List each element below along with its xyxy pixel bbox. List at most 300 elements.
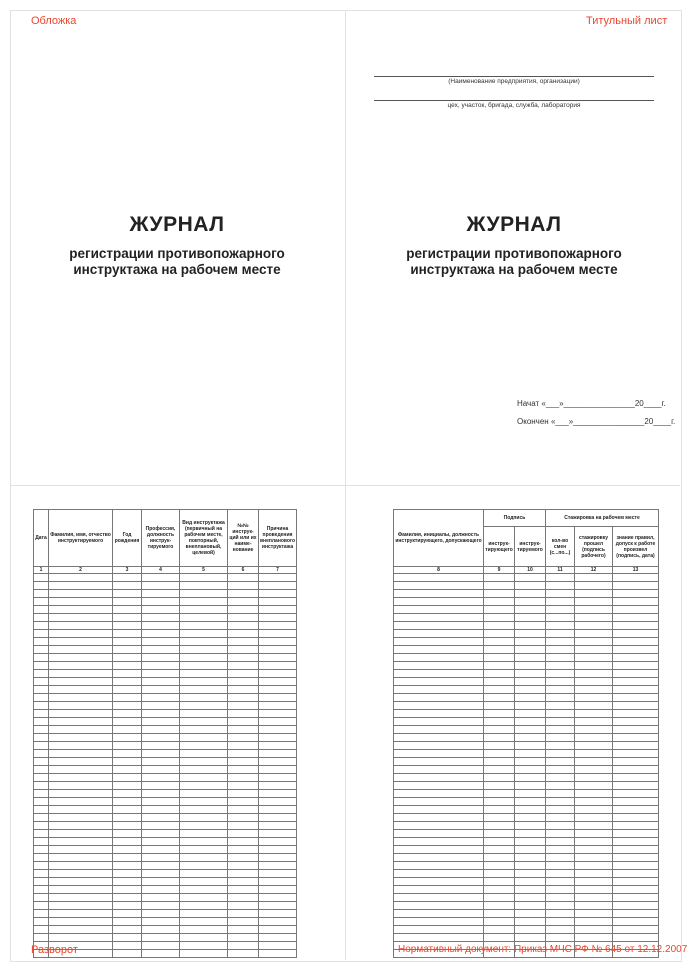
table-row: [394, 902, 659, 910]
table-cell: [546, 822, 575, 830]
table-cell: [394, 638, 484, 646]
table-row: [34, 766, 297, 774]
table-cell: [49, 806, 113, 814]
table-cell: [394, 886, 484, 894]
table-cell: [394, 662, 484, 670]
table-cell: [484, 934, 515, 942]
table-cell: [228, 806, 259, 814]
table-cell: [113, 822, 142, 830]
table-cell: [394, 606, 484, 614]
table-cell: [180, 934, 228, 942]
table-cell: [113, 918, 142, 926]
table-cell: [180, 838, 228, 846]
table-cell: [515, 686, 546, 694]
table-cell: [575, 918, 613, 926]
table-cell: [49, 646, 113, 654]
table-cell: [34, 854, 49, 862]
table-cell: [259, 686, 297, 694]
table-row: [394, 582, 659, 590]
table-cell: [546, 718, 575, 726]
table-row: [34, 926, 297, 934]
table-cell: [394, 806, 484, 814]
finished-date: Окончен «___»________________20____г.: [517, 417, 676, 426]
table-row: [34, 590, 297, 598]
table-cell: [49, 582, 113, 590]
table-cell: [394, 678, 484, 686]
table-cell: [113, 782, 142, 790]
table-cell: [546, 638, 575, 646]
table-cell: [546, 934, 575, 942]
table-cell: [49, 910, 113, 918]
table-cell: [613, 790, 659, 798]
table-cell: [259, 910, 297, 918]
table-cell: [34, 790, 49, 798]
table-cell: [575, 878, 613, 886]
dept-line: [374, 100, 654, 101]
table-cell: [515, 758, 546, 766]
table-cell: [394, 646, 484, 654]
table-cell: [180, 678, 228, 686]
table-row: [394, 822, 659, 830]
table-cell: [394, 798, 484, 806]
table-cell: [180, 654, 228, 662]
table-cell: [613, 782, 659, 790]
table-cell: [180, 686, 228, 694]
table-cell: [575, 846, 613, 854]
table-cell: [515, 718, 546, 726]
table-cell: [180, 894, 228, 902]
col-number: 13: [613, 567, 659, 574]
table-row: [394, 678, 659, 686]
table-cell: [228, 670, 259, 678]
title-page-label: Титульный лист: [586, 15, 668, 27]
table-cell: [228, 726, 259, 734]
table-cell: [180, 646, 228, 654]
table-cell: [34, 694, 49, 702]
table-cell: [113, 686, 142, 694]
table-cell: [142, 694, 180, 702]
table-cell: [546, 590, 575, 598]
table-cell: [228, 702, 259, 710]
table-row: [34, 910, 297, 918]
table-cell: [49, 758, 113, 766]
table-cell: [575, 910, 613, 918]
table-row: [394, 742, 659, 750]
table-row: [34, 582, 297, 590]
table-cell: [484, 822, 515, 830]
table-cell: [49, 686, 113, 694]
table-cell: [575, 614, 613, 622]
table-cell: [49, 734, 113, 742]
table-cell: [113, 606, 142, 614]
table-cell: [515, 806, 546, 814]
table-cell: [613, 622, 659, 630]
table-cell: [142, 902, 180, 910]
table-cell: [228, 710, 259, 718]
table-row: [34, 638, 297, 646]
table-cell: [34, 846, 49, 854]
table-cell: [515, 670, 546, 678]
table-cell: [613, 670, 659, 678]
title-page-subtitle-2: инструктажа на рабочем месте: [410, 262, 618, 277]
table-cell: [142, 718, 180, 726]
table-row: [34, 694, 297, 702]
table-cell: [484, 878, 515, 886]
table-cell: [394, 670, 484, 678]
table-cell: [228, 590, 259, 598]
table-cell: [142, 886, 180, 894]
table-row: [34, 606, 297, 614]
table-cell: [484, 582, 515, 590]
table-cell: [575, 726, 613, 734]
table-cell: [484, 726, 515, 734]
table-cell: [259, 622, 297, 630]
table-row: [34, 822, 297, 830]
table-cell: [142, 926, 180, 934]
table-cell: [34, 686, 49, 694]
left-header-row: [34, 510, 297, 567]
table-cell: [142, 598, 180, 606]
table-cell: [546, 926, 575, 934]
header-sign-instructed: инструк-тируемого: [515, 527, 546, 567]
table-cell: [613, 750, 659, 758]
table-cell: [394, 598, 484, 606]
table-cell: [34, 742, 49, 750]
table-cell: [113, 574, 142, 582]
table-cell: [113, 854, 142, 862]
table-cell: [180, 886, 228, 894]
table-cell: [613, 646, 659, 654]
table-cell: [484, 846, 515, 854]
table-row: [34, 878, 297, 886]
title-page-subtitle-1: регистрации противопожарного: [406, 246, 622, 261]
table-cell: [49, 814, 113, 822]
table-cell: [259, 606, 297, 614]
table-cell: [259, 798, 297, 806]
table-cell: [484, 862, 515, 870]
table-row: [34, 726, 297, 734]
table-cell: [575, 774, 613, 782]
table-cell: [484, 622, 515, 630]
table-cell: [228, 782, 259, 790]
table-cell: [34, 886, 49, 894]
table-cell: [259, 886, 297, 894]
table-cell: [575, 894, 613, 902]
table-cell: [142, 950, 180, 958]
table-cell: [613, 686, 659, 694]
table-cell: [484, 854, 515, 862]
table-row: [394, 638, 659, 646]
table-cell: [180, 854, 228, 862]
table-cell: [180, 718, 228, 726]
table-cell: [575, 638, 613, 646]
table-cell: [142, 766, 180, 774]
table-cell: [394, 582, 484, 590]
table-cell: [49, 630, 113, 638]
table-cell: [259, 734, 297, 742]
table-cell: [259, 718, 297, 726]
table-cell: [259, 598, 297, 606]
table-cell: [613, 758, 659, 766]
table-cell: [259, 630, 297, 638]
table-cell: [515, 726, 546, 734]
table-cell: [49, 878, 113, 886]
table-cell: [228, 582, 259, 590]
table-cell: [142, 910, 180, 918]
table-cell: [180, 630, 228, 638]
table-cell: [142, 798, 180, 806]
table-cell: [49, 894, 113, 902]
table-cell: [113, 694, 142, 702]
table-cell: [484, 798, 515, 806]
table-cell: [484, 694, 515, 702]
table-cell: [180, 926, 228, 934]
table-cell: [113, 702, 142, 710]
table-cell: [515, 910, 546, 918]
table-cell: [180, 782, 228, 790]
table-cell: [259, 830, 297, 838]
table-cell: [34, 582, 49, 590]
table-cell: [259, 854, 297, 862]
table-cell: [394, 934, 484, 942]
table-cell: [113, 894, 142, 902]
table-cell: [34, 926, 49, 934]
table-cell: [180, 590, 228, 598]
table-cell: [259, 790, 297, 798]
table-cell: [613, 694, 659, 702]
table-cell: [113, 814, 142, 822]
cover-subtitle-1: регистрации противопожарного: [69, 246, 285, 261]
table-cell: [180, 870, 228, 878]
table-cell: [515, 750, 546, 758]
col-number: 2: [49, 567, 113, 574]
table-cell: [34, 918, 49, 926]
table-cell: [613, 910, 659, 918]
table-cell: [515, 790, 546, 798]
table-cell: [484, 662, 515, 670]
table-cell: [394, 814, 484, 822]
col-number: 10: [515, 567, 546, 574]
table-cell: [259, 806, 297, 814]
table-cell: [546, 846, 575, 854]
right-register-table: [393, 509, 659, 958]
table-cell: [613, 598, 659, 606]
table-cell: [142, 646, 180, 654]
table-cell: [484, 598, 515, 606]
table-cell: [546, 726, 575, 734]
table-cell: [613, 894, 659, 902]
table-cell: [142, 806, 180, 814]
table-row: [34, 758, 297, 766]
table-row: [394, 726, 659, 734]
col-number: 6: [228, 567, 259, 574]
table-cell: [484, 774, 515, 782]
table-cell: [613, 678, 659, 686]
table-cell: [113, 934, 142, 942]
table-cell: [34, 798, 49, 806]
table-cell: [113, 678, 142, 686]
table-cell: [575, 606, 613, 614]
table-row: [394, 654, 659, 662]
table-cell: [575, 782, 613, 790]
table-row: [394, 630, 659, 638]
table-cell: [484, 638, 515, 646]
table-cell: [394, 654, 484, 662]
table-cell: [259, 662, 297, 670]
table-cell: [34, 894, 49, 902]
table-cell: [515, 838, 546, 846]
table-cell: [34, 902, 49, 910]
org-line: [374, 76, 654, 77]
table-cell: [228, 862, 259, 870]
table-cell: [484, 750, 515, 758]
table-cell: [142, 734, 180, 742]
table-cell: [228, 766, 259, 774]
table-cell: [259, 918, 297, 926]
table-cell: [259, 878, 297, 886]
table-cell: [228, 870, 259, 878]
table-cell: [228, 638, 259, 646]
table-cell: [142, 782, 180, 790]
table-cell: [49, 790, 113, 798]
table-cell: [228, 686, 259, 694]
table-cell: [228, 902, 259, 910]
table-cell: [113, 582, 142, 590]
table-cell: [394, 590, 484, 598]
table-cell: [259, 582, 297, 590]
table-cell: [228, 934, 259, 942]
table-cell: [142, 606, 180, 614]
table-cell: [34, 878, 49, 886]
table-row: [34, 598, 297, 606]
table-cell: [546, 886, 575, 894]
table-cell: [142, 702, 180, 710]
table-cell: [142, 638, 180, 646]
table-cell: [259, 614, 297, 622]
table-cell: [484, 870, 515, 878]
table-cell: [49, 830, 113, 838]
table-cell: [575, 838, 613, 846]
table-cell: [49, 782, 113, 790]
table-cell: [228, 830, 259, 838]
table-row: [394, 878, 659, 886]
table-cell: [49, 886, 113, 894]
table-row: [394, 718, 659, 726]
table-cell: [49, 750, 113, 758]
table-cell: [515, 662, 546, 670]
table-row: [34, 798, 297, 806]
table-cell: [546, 686, 575, 694]
table-cell: [228, 790, 259, 798]
table-cell: [142, 758, 180, 766]
table-cell: [142, 934, 180, 942]
horizontal-fold: [10, 485, 680, 486]
table-cell: [49, 574, 113, 582]
table-cell: [259, 822, 297, 830]
table-cell: [575, 926, 613, 934]
table-cell: [546, 670, 575, 678]
table-cell: [142, 654, 180, 662]
table-cell: [49, 718, 113, 726]
table-cell: [575, 822, 613, 830]
table-cell: [49, 726, 113, 734]
table-row: [394, 918, 659, 926]
table-row: [34, 894, 297, 902]
table-cell: [546, 854, 575, 862]
table-cell: [180, 710, 228, 718]
table-cell: [394, 854, 484, 862]
table-cell: [394, 758, 484, 766]
cover-title: ЖУРНАЛ: [129, 213, 225, 236]
table-cell: [484, 630, 515, 638]
table-cell: [113, 910, 142, 918]
table-cell: [546, 694, 575, 702]
table-cell: [484, 830, 515, 838]
table-cell: [142, 574, 180, 582]
table-cell: [113, 710, 142, 718]
table-cell: [484, 790, 515, 798]
table-cell: [180, 670, 228, 678]
header-internship-done: стажировку прошел (подпись рабочего): [575, 527, 613, 567]
table-cell: [113, 630, 142, 638]
table-cell: [142, 790, 180, 798]
table-cell: [180, 950, 228, 958]
table-cell: [484, 894, 515, 902]
table-cell: [228, 654, 259, 662]
table-cell: [34, 622, 49, 630]
table-cell: [49, 662, 113, 670]
table-cell: [613, 806, 659, 814]
table-cell: [34, 750, 49, 758]
table-cell: [34, 590, 49, 598]
table-cell: [49, 870, 113, 878]
table-cell: [575, 790, 613, 798]
table-cell: [394, 774, 484, 782]
table-cell: [575, 750, 613, 758]
table-cell: [484, 758, 515, 766]
table-cell: [228, 798, 259, 806]
table-cell: [484, 710, 515, 718]
table-row: [34, 918, 297, 926]
table-cell: [49, 638, 113, 646]
table-cell: [34, 614, 49, 622]
table-row: [34, 830, 297, 838]
header-admission: знание правил, допуск к работе произвел (подпись, дата): [613, 527, 659, 567]
table-cell: [546, 870, 575, 878]
table-cell: [180, 902, 228, 910]
normative-footer: Нормативный документ: Приказ МЧС РФ № 645 от 12.12.2007: [398, 944, 688, 955]
table-cell: [113, 750, 142, 758]
table-cell: [394, 870, 484, 878]
table-cell: [515, 646, 546, 654]
table-cell: [613, 870, 659, 878]
table-cell: [613, 838, 659, 846]
table-cell: [613, 798, 659, 806]
table-row: [394, 662, 659, 670]
table-cell: [142, 582, 180, 590]
table-cell: [546, 614, 575, 622]
table-cell: [546, 662, 575, 670]
header-signature: Подпись: [484, 510, 546, 527]
table-cell: [34, 782, 49, 790]
table-cell: [613, 614, 659, 622]
table-cell: [180, 830, 228, 838]
header-shift-count: кол-во смен (с...по...): [546, 527, 575, 567]
table-row: [394, 686, 659, 694]
table-cell: [142, 590, 180, 598]
table-cell: [575, 710, 613, 718]
table-row: [34, 862, 297, 870]
